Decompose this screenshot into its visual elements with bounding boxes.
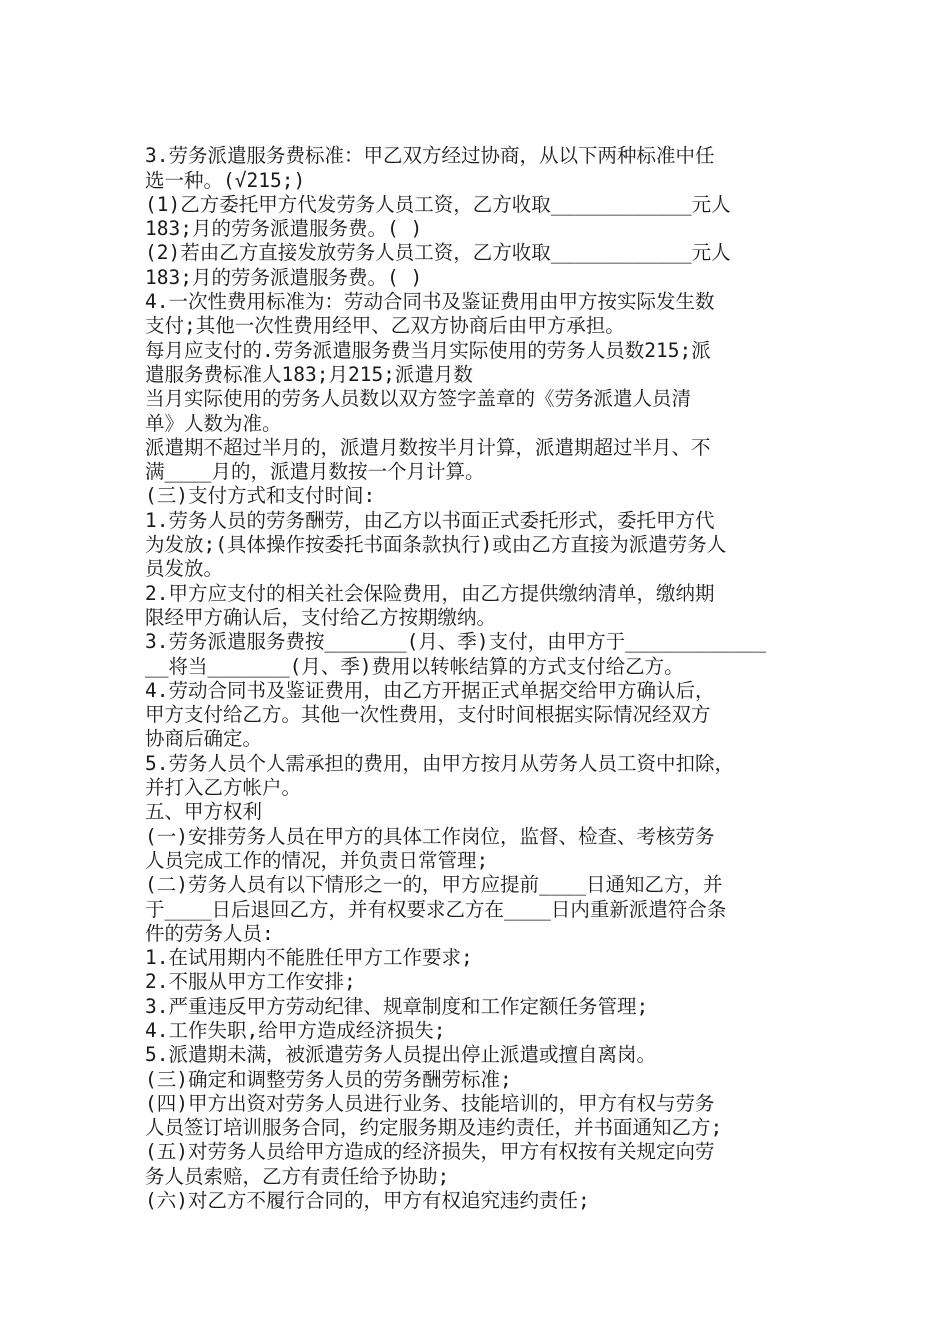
- section-heading: (三)支付方式和支付时间:: [145, 484, 376, 508]
- section-heading: 五、甲方权利: [145, 800, 263, 824]
- text-line: (1)乙方委托甲方代发劳务人员工资，乙方收取____________元人: [145, 192, 731, 216]
- text-line: (六)对乙方不履行合同的，甲方有权追究违约责任;: [145, 1189, 590, 1213]
- text-line: (二)劳务人员有以下情形之一的，甲方应提前____日通知乙方，并: [145, 873, 723, 897]
- text-line: 单》人数为准。: [145, 411, 282, 435]
- text-line: 3.严重违反甲方劳动纪律、规章制度和工作定额任务管理;: [145, 994, 649, 1018]
- text-line: (五)对劳务人员给甲方造成的经济损失，甲方有权按有关规定向劳: [145, 1140, 715, 1164]
- text-line: 为发放;(具体操作按委托书面条款执行)或由乙方直接为派遣劳务人: [145, 533, 727, 557]
- text-line: (三)确定和调整劳务人员的劳务酬劳标准;: [145, 1067, 512, 1091]
- text-line: 2.甲方应支付的相关社会保险费用，由乙方提供缴纳清单，缴纳期: [145, 581, 715, 605]
- text-line: (四)甲方出资对劳务人员进行业务、技能培训的，甲方有权与劳务: [145, 1091, 715, 1115]
- text-line: 每月应支付的.劳务派遣服务费当月实际使用的劳务人员数215;派: [145, 338, 711, 362]
- text-line: 务人员索赔，乙方有责任给予协助;: [145, 1164, 450, 1188]
- text-line: (2)若由乙方直接发放劳务人员工资，乙方收取____________元人: [145, 241, 731, 265]
- text-line: 2.不服从甲方工作安排;: [145, 970, 356, 994]
- text-line: 限经甲方确认后，支付给乙方按期缴纳。: [145, 605, 497, 629]
- text-line: 3.劳务派遣服务费标准：甲乙双方经过协商，从以下两种标准中任: [145, 144, 715, 168]
- text-line: [145, 120, 835, 144]
- text-line: 5.劳务人员个人需承担的费用，由甲方按月从劳务人员工资中扣除，: [145, 751, 734, 775]
- text-line: 甲方支付给乙方。其他一次性费用，支付时间根据实际情况经双方: [145, 703, 711, 727]
- text-line: 并打入乙方帐户。: [145, 776, 302, 800]
- text-line: 支付;其他一次性费用经甲、乙双方协商后由甲方承担。: [145, 314, 625, 338]
- text-line: 当月实际使用的劳务人员数以双方签字盖章的《劳务派遣人员清: [145, 387, 692, 411]
- text-line: 满____月的，派遣月数按一个月计算。: [145, 460, 485, 484]
- text-line: 协商后确定。: [145, 727, 263, 751]
- text-line: 4.工作失职,给甲方造成经济损失;: [145, 1018, 446, 1042]
- text-line: 件的劳务人员:: [145, 921, 274, 945]
- text-line: 员发放。: [145, 557, 224, 581]
- text-line: (一)安排劳务人员在甲方的具体工作岗位，监督、检查、考核劳务: [145, 824, 715, 848]
- text-line: 派遣期不超过半月的，派遣月数按半月计算，派遣期超过半月、不: [145, 435, 711, 459]
- text-line: 5.派遣期未满，被派遣劳务人员提出停止派遣或擅自离岗。: [145, 1043, 656, 1067]
- text-line: 183;月的劳务派遣服务费。( ): [145, 265, 423, 289]
- text-line: __将当_______(月、季)费用以转帐结算的方式支付给乙方。: [145, 654, 684, 678]
- text-line: 3.劳务派遣服务费按_______(月、季)支付，由甲方于____________: [145, 630, 767, 654]
- text-line: 4.劳动合同书及鉴证费用，由乙方开据正式单据交给甲方确认后，: [145, 678, 715, 702]
- text-line: 1.劳务人员的劳务酬劳，由乙方以书面正式委托形式，委托甲方代: [145, 508, 715, 532]
- text-line: 选一种。(√215;): [145, 168, 306, 192]
- text-line: 1.在试用期内不能胜任甲方工作要求;: [145, 946, 473, 970]
- text-line: 183;月的劳务派遣服务费。( ): [145, 217, 423, 241]
- text-line: 4.一次性费用标准为：劳动合同书及鉴证费用由甲方按实际发生数: [145, 290, 715, 314]
- text-line: 遣服务费标准人183;月215;派遣月数: [145, 362, 473, 386]
- document-body: [145, 120, 835, 1213]
- text-line: 于____日后退回乙方，并有权要求乙方在____日内重新派遣符合条: [145, 897, 727, 921]
- text-line: 人员完成工作的情况，并负责日常管理;: [145, 848, 489, 872]
- text-line: 人员签订培训服务合同，约定服务期及违约责任，并书面通知乙方;: [145, 1116, 723, 1140]
